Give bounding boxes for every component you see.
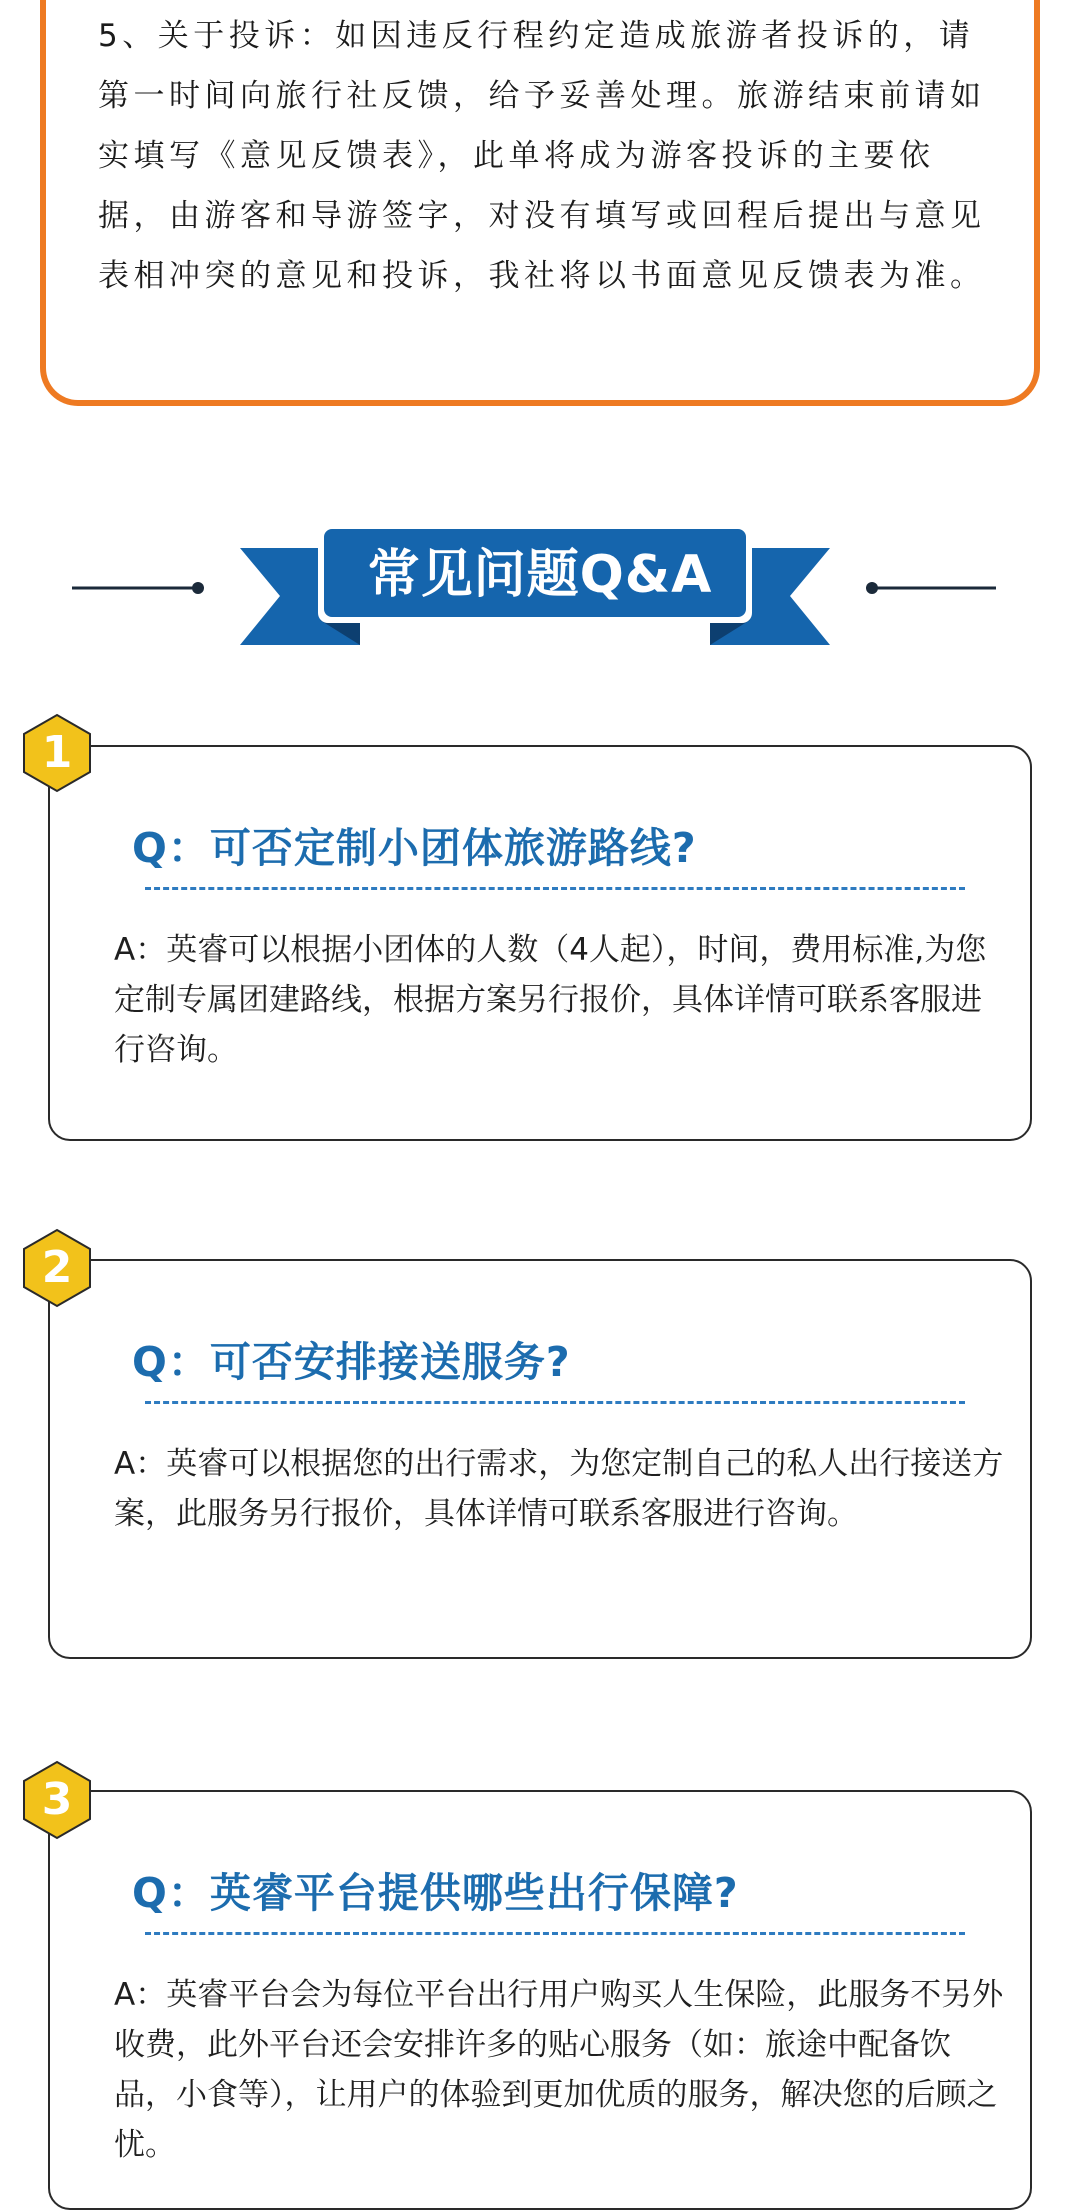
qa-badge-1	[22, 713, 92, 793]
left-deco-dot	[192, 582, 204, 594]
qa-badge-number: 2	[41, 1242, 73, 1293]
section-title: 常见问题Q&A	[367, 545, 713, 605]
qa-divider	[145, 887, 965, 890]
qa-badge-3	[22, 1760, 92, 1840]
qa-badge-number: 3	[41, 1774, 73, 1825]
qa-card-2	[48, 1259, 1032, 1659]
qa-badge-number: 1	[41, 727, 73, 778]
right-deco-dot	[866, 582, 878, 594]
qa-question: Q：英睿平台提供哪些出行保障?	[132, 1869, 739, 1917]
complaint-text: 5、关于投诉：如因违反行程约定造成旅游者投诉的，请第一时间向旅行社反馈，给予妥善处理。旅游结束前请如实填写《意见反馈表》，此单将成为游客投诉的主要依据，由游客和导游签字，对没有填写或回程后提出与意见表相冲突的意见和投诉，我社将以书面意见反馈表为准。	[98, 18, 986, 294]
qa-question: Q：可否安排接送服务?	[132, 1338, 571, 1386]
qa-card-1	[48, 745, 1032, 1141]
qa-answer: A：英睿可以根据小团体的人数（4人起），时间，费用标准,为您定制专属团建路线，根据方案另行报价，具体详情可联系客服进行咨询。	[114, 932, 987, 1068]
section-header	[0, 515, 1080, 655]
qa-question: Q：可否定制小团体旅游路线?	[132, 824, 697, 872]
qa-divider	[145, 1932, 965, 1935]
qa-badge-2	[22, 1228, 92, 1308]
qa-card-3	[48, 1790, 1032, 2210]
qa-answer: A：英睿平台会为每位平台出行用户购买人生保险，此服务不另外收费，此外平台还会安排许多的贴心服务（如：旅途中配备饮品，小食等），让用户的体验到更加优质的服务，解决您的后顾之忧。	[114, 1977, 1004, 2163]
qa-divider	[145, 1401, 965, 1404]
qa-answer: A：英睿可以根据您的出行需求，为您定制自己的私人出行接送方案，此服务另行报价，具体详情可联系客服进行咨询。	[114, 1446, 1004, 1532]
